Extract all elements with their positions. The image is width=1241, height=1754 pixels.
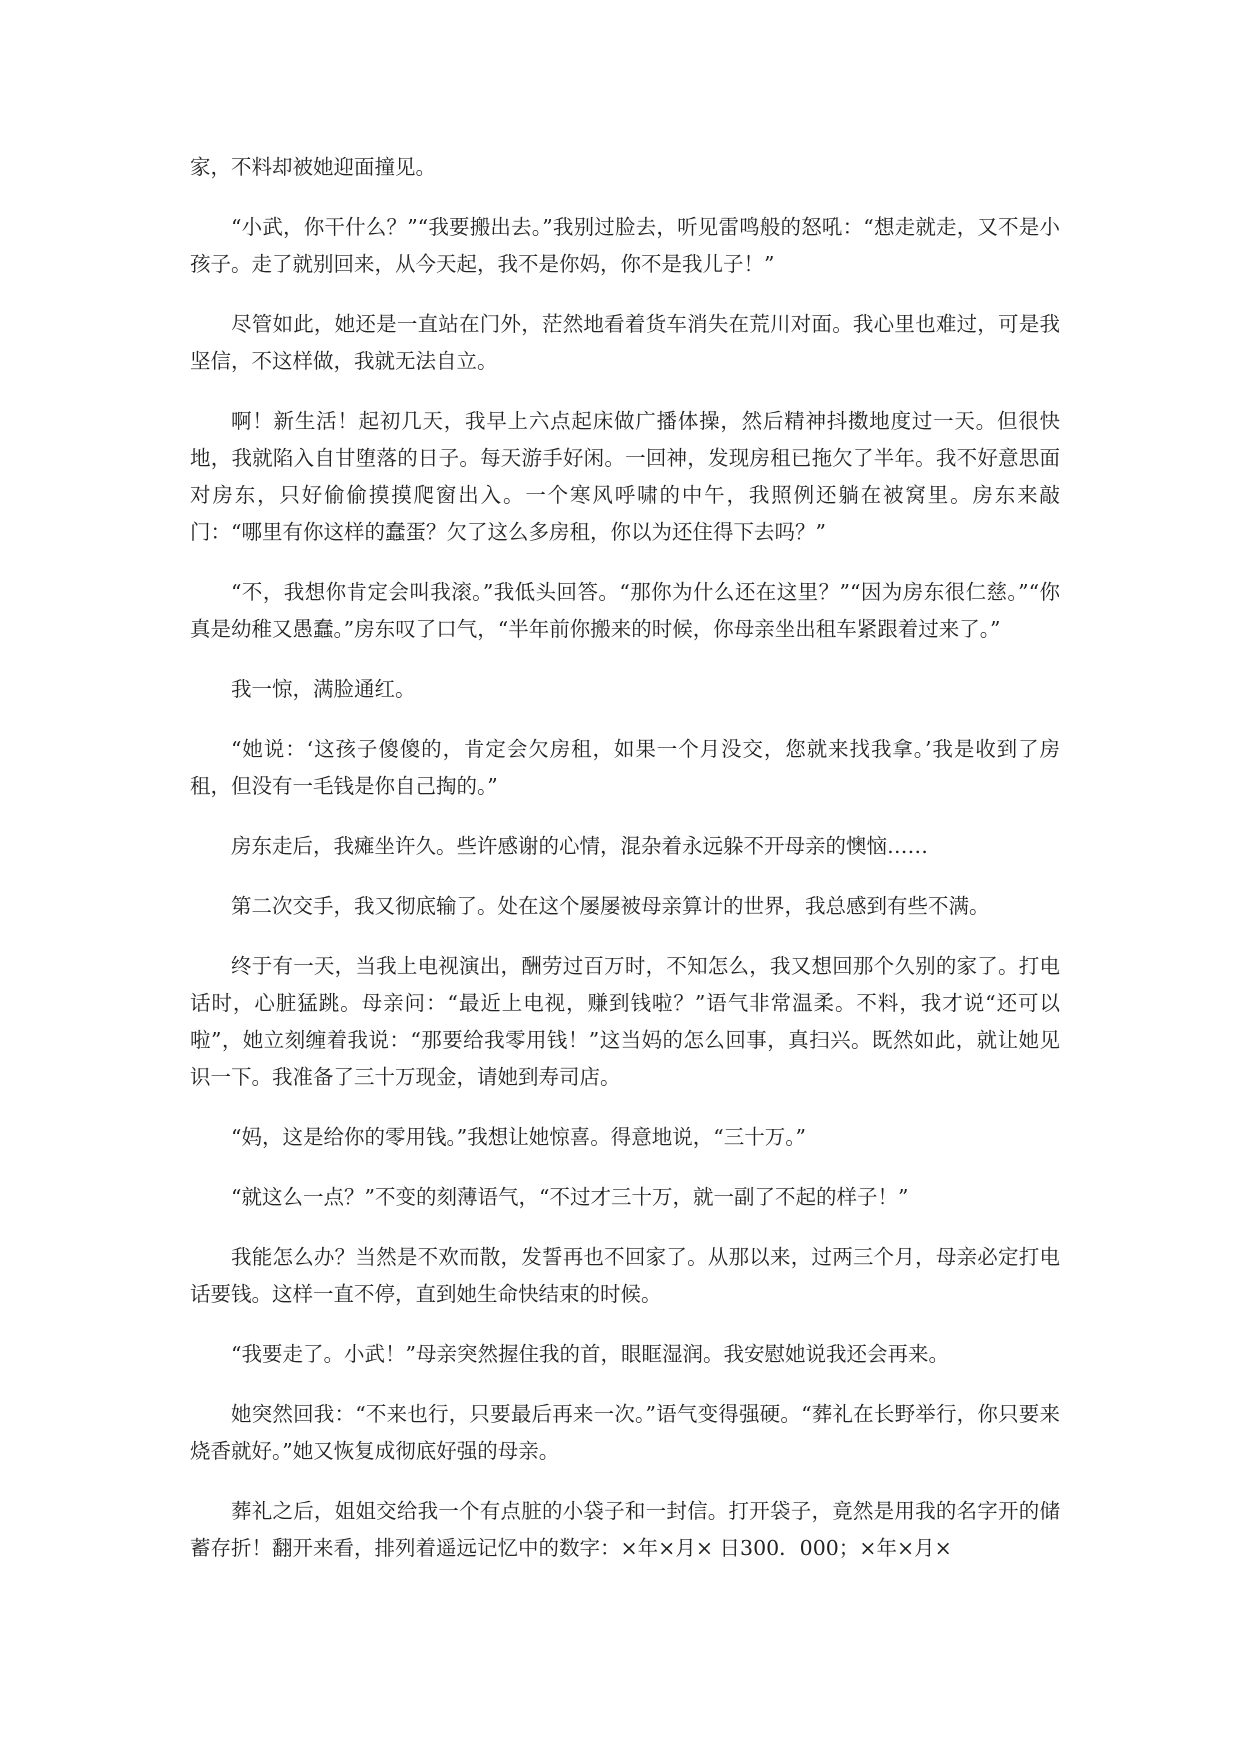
paragraph: 我一惊，满脸通红。 — [231, 677, 416, 701]
paragraph: 房东走后，我瘫坐许久。些许感谢的心情，混杂着永远躲不开母亲的懊恼…… — [231, 834, 928, 858]
paragraph: 家，不料却被她迎面撞见。 — [190, 155, 436, 179]
paragraph: “就这么一点？”不变的刻薄语气，“不过才三十万，就一副了不起的样子！” — [231, 1185, 909, 1209]
paragraph: 终于有一天，当我上电视演出，酬劳过百万时，不知怎么，我又想回那个久别的家了。打电话时，心脏猛跳。母亲问：“最近上电视，赚到钱啦？”语气非常温柔。不料，我才说“还可以啦”，她立刻缠着我说：“那要给我零用钱！”这当妈的怎么回事，真扫兴。既然如此，就让她见识一下。我准备了三十万现金，请她到寿司店。 — [190, 954, 1060, 1089]
paragraph: “我要走了。小武！”母亲突然握住我的首，眼眶湿润。我安慰她说我还会再来。 — [231, 1342, 949, 1366]
document-body — [190, 149, 1060, 1590]
paragraph: “她说：‘这孩子傻傻的，肯定会欠房租，如果一个月没交，您就来找我拿。’我是收到了房租，但没有一毛钱是你自己掏的。” — [190, 737, 1060, 798]
paragraph: “小武，你干什么？”“我要搬出去。”我别过脸去，听见雷鸣般的怒吼：“想走就走，又不是小孩子。走了就别回来，从今天起，我不是你妈，你不是我儿子！” — [190, 215, 1060, 276]
paragraph: 尽管如此，她还是一直站在门外，茫然地看着货车消失在荒川对面。我心里也难过，可是我坚信，不这样做，我就无法自立。 — [190, 312, 1060, 373]
paragraph: 葬礼之后，姐姐交给我一个有点脏的小袋子和一封信。打开袋子，竟然是用我的名字开的储蓄存折！翻开来看，排列着遥远记忆中的数字：×年×月× 日300．000；×年×月× — [190, 1499, 1060, 1560]
paragraph: 我能怎么办？当然是不欢而散，发誓再也不回家了。从那以来，过两三个月，母亲必定打电话要钱。这样一直不停，直到她生命快结束的时候。 — [190, 1245, 1060, 1306]
paragraph: 啊！新生活！起初几天，我早上六点起床做广播体操，然后精神抖擞地度过一天。但很快地，我就陷入自甘堕落的日子。每天游手好闲。一回神，发现房租已拖欠了半年。我不好意思面对房东，只好偷偷摸摸爬窗出入。一个寒风呼啸的中午，我照例还躺在被窝里。房东来敲门：“哪里有你这样的蠢蛋？欠了这么多房租，你以为还住得下去吗？” — [190, 409, 1060, 544]
paragraph: “妈，这是给你的零用钱。”我想让她惊喜。得意地说，“三十万。” — [231, 1125, 806, 1149]
paragraph: “不，我想你肯定会叫我滚。”我低头回答。“那你为什么还在这里？”“因为房东很仁慈。”“你真是幼稚又愚蠢。”房东叹了口气，“半年前你搬来的时候，你母亲坐出租车紧跟着过来了。” — [190, 580, 1060, 641]
paragraph: 她突然回我：“不来也行，只要最后再来一次。”语气变得强硬。“葬礼在长野举行，你只要来烧香就好。”她又恢复成彻底好强的母亲。 — [190, 1402, 1060, 1463]
paragraph: 第二次交手，我又彻底输了。处在这个屡屡被母亲算计的世界，我总感到有些不满。 — [231, 894, 990, 918]
